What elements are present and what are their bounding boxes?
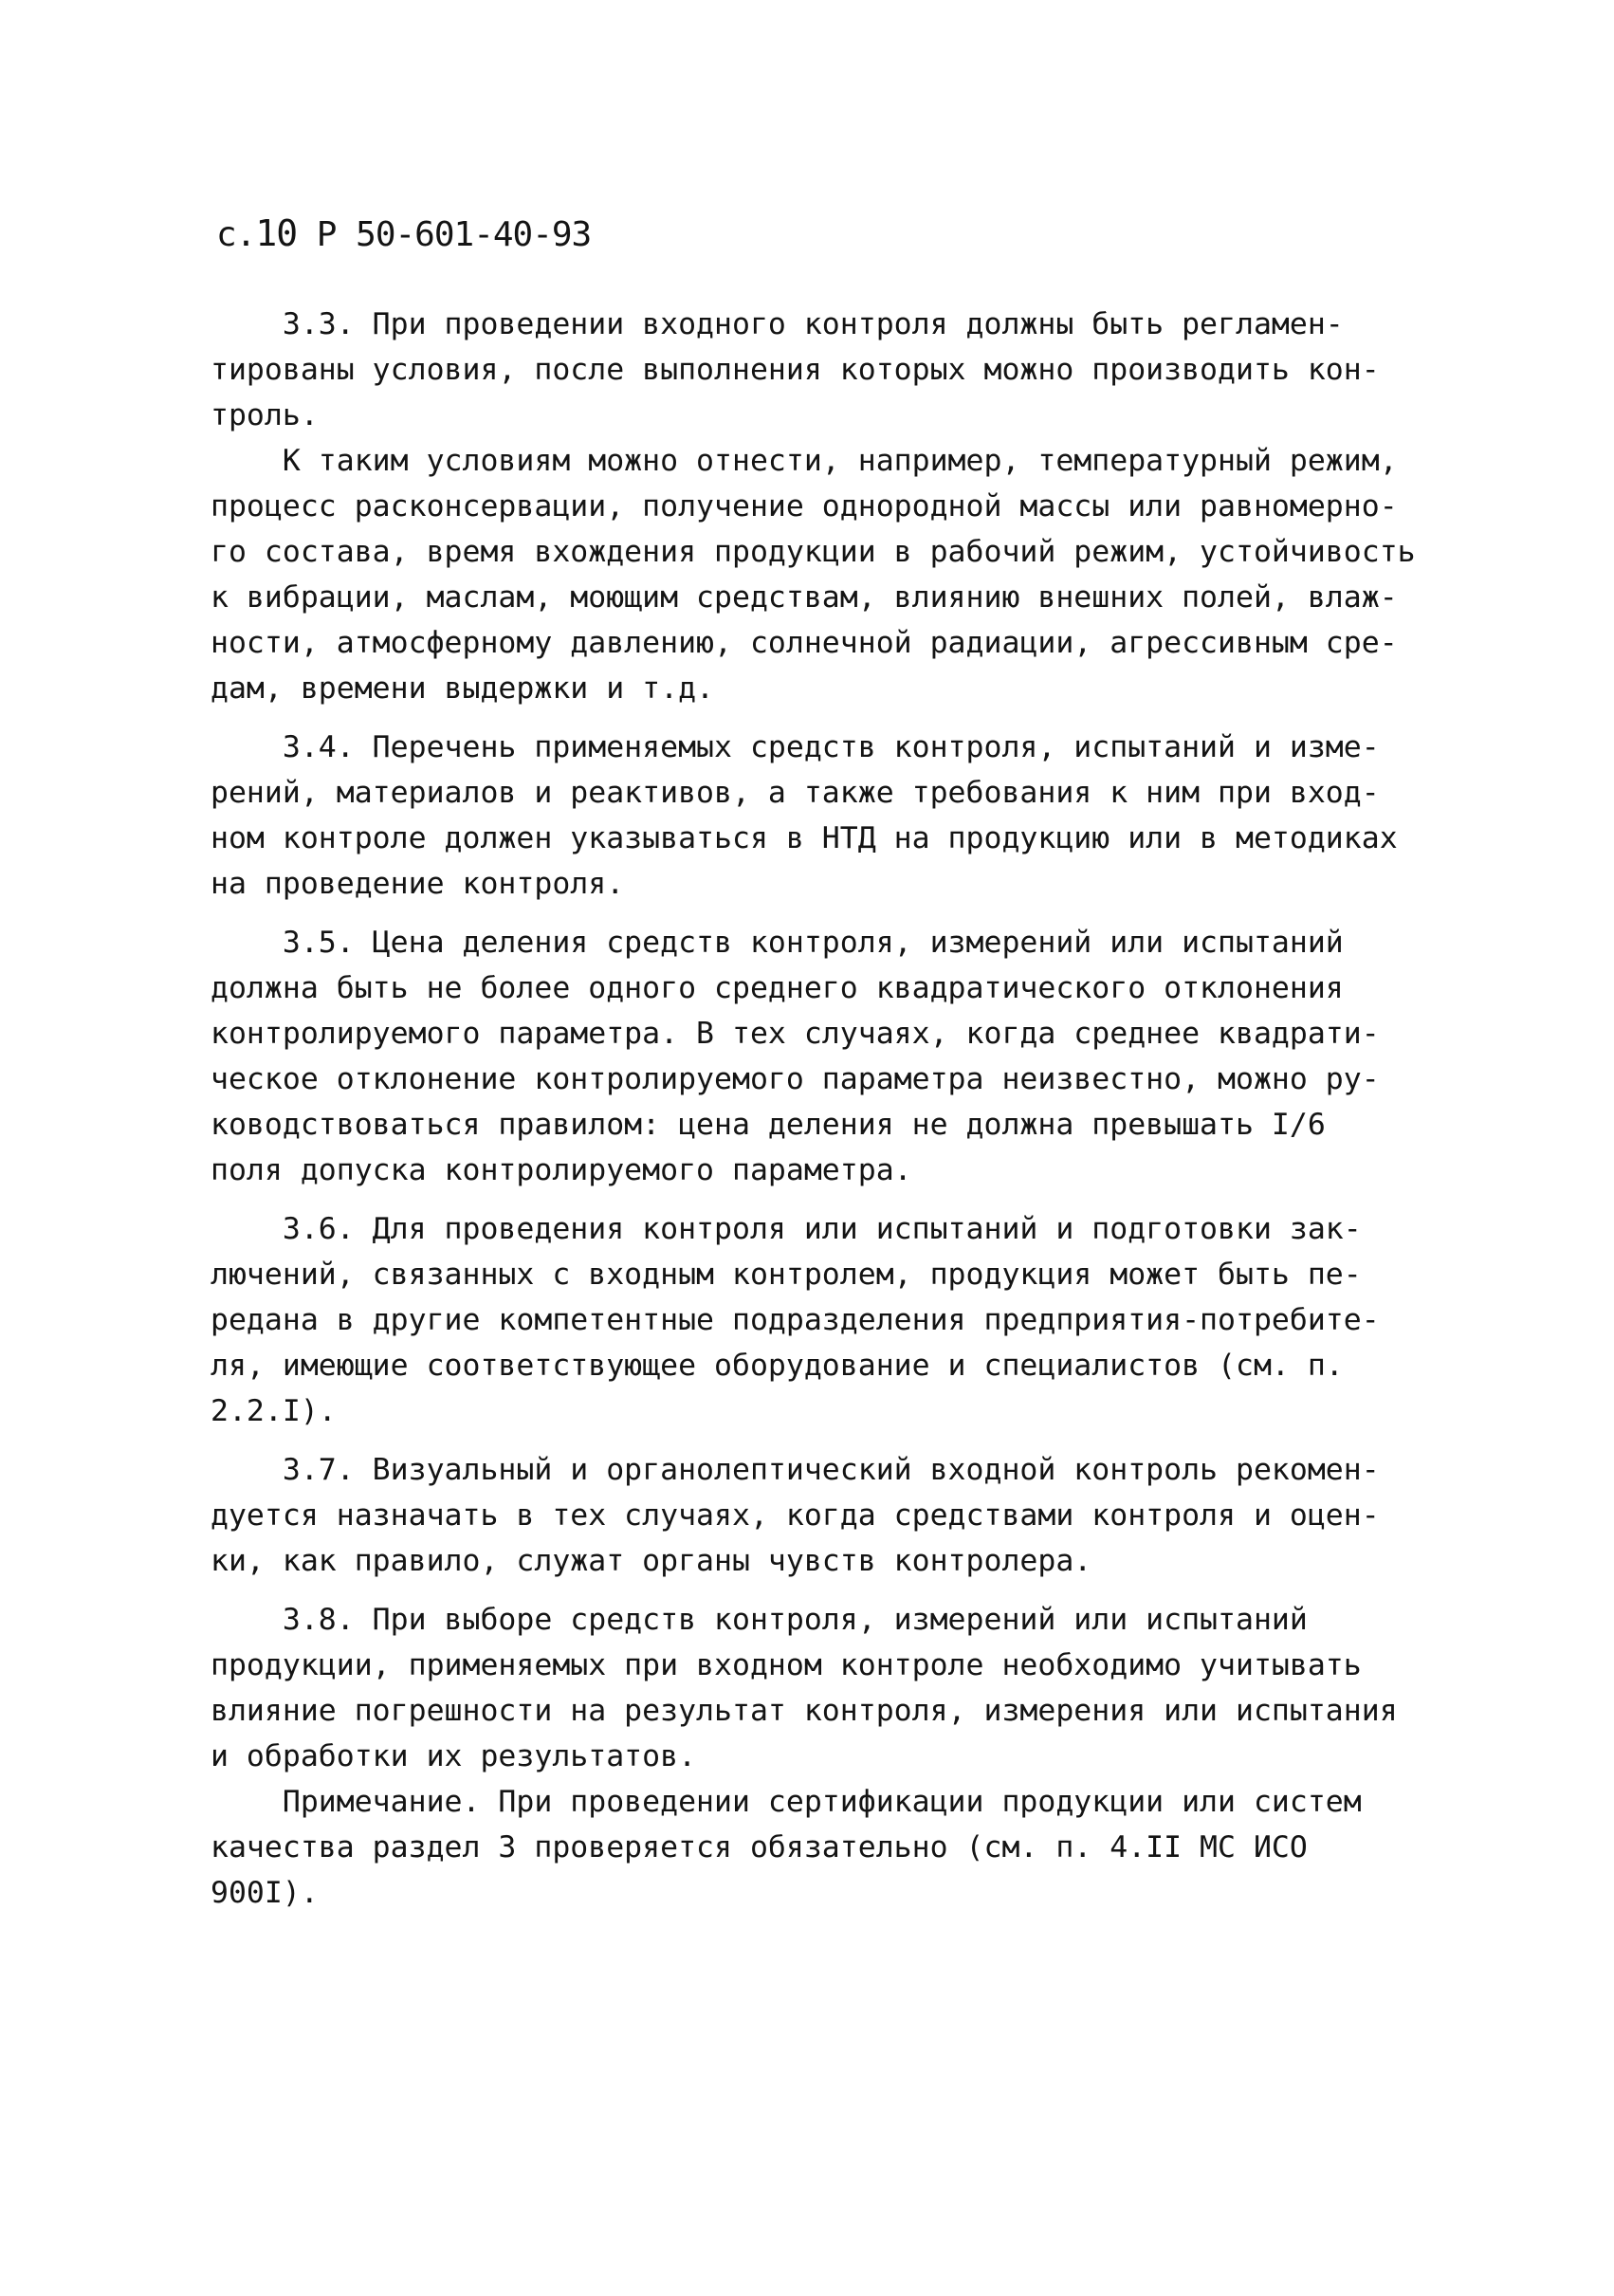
page-number: 10 — [255, 212, 298, 254]
text-line: контролируемого параметра. В тех случаях, когда среднее квадрати- — [211, 1017, 1380, 1051]
paragraph-gap — [211, 1434, 1472, 1447]
text-line: ководствоваться правилом: цена деления не должна превышать I/6 — [211, 1108, 1326, 1142]
text-line: качества раздел 3 проверяется обязательно (см. п. 4.II МС ИСО — [211, 1830, 1308, 1864]
paragraph-3-7 — [211, 1447, 1472, 1584]
paragraph-gap — [211, 1193, 1472, 1206]
paragraph-gap — [211, 907, 1472, 920]
page-prefix: с. — [216, 215, 256, 254]
text-line: лючений, связанных с входным контролем, продукция может быть пе- — [211, 1258, 1362, 1292]
paragraph-3-3-cont — [211, 438, 1472, 711]
text-line: 3.5. Цена деления средств контроля, измерений или испытаний — [211, 926, 1344, 960]
text-line: 3.4. Перечень применяемых средств контроля, испытаний и изме- — [211, 730, 1380, 764]
document-body — [211, 302, 1472, 1916]
text-line: должна быть не более одного среднего квадратического отклонения — [211, 971, 1344, 1005]
standard-designation: Р 50-601-40-93 — [297, 215, 592, 254]
text-line: рений, материалов и реактивов, а также требования к ним при вход- — [211, 776, 1380, 810]
text-line: Примечание. При проведении сертификации продукции или систем — [211, 1785, 1362, 1819]
paragraph-note — [211, 1779, 1472, 1916]
text-line: 3.7. Визуальный и органолептический входной контроль рекомен- — [211, 1453, 1380, 1487]
paragraph-3-3 — [211, 302, 1472, 438]
text-line: 3.6. Для проведения контроля или испытаний и подготовки зак- — [211, 1212, 1362, 1246]
text-line: ля, имеющие соответствующее оборудование и специалистов (см. п. — [211, 1349, 1344, 1383]
text-line: продукции, применяемых при входном контроле необходимо учитывать — [211, 1648, 1362, 1682]
text-line: на проведение контроля. — [211, 867, 625, 901]
text-line: дуется назначать в тех случаях, когда средствами контроля и оцен- — [211, 1498, 1380, 1533]
paragraph-gap — [211, 711, 1472, 725]
text-line: 900I). — [211, 1876, 319, 1910]
text-line: к вибрации, маслам, моющим средствам, влиянию внешних полей, влаж- — [211, 580, 1398, 615]
text-line: го состава, время вхождения продукции в рабочий режим, устойчивость — [211, 535, 1416, 569]
text-line: поля допуска контролируемого параметра. — [211, 1153, 912, 1187]
paragraph-3-6 — [211, 1206, 1472, 1434]
text-line: 3.8. При выборе средств контроля, измерений или испытаний — [211, 1603, 1308, 1637]
text-line: тированы условия, после выполнения которых можно производить кон- — [211, 353, 1380, 387]
paragraph-3-8 — [211, 1597, 1472, 1779]
text-line: ном контроле должен указываться в НТД на продукцию или в методиках — [211, 821, 1398, 855]
text-line: 2.2.I). — [211, 1394, 337, 1428]
paragraph-3-5 — [211, 920, 1472, 1193]
text-line: редана в другие компетентные подразделения предприятия-потребите- — [211, 1303, 1380, 1337]
paragraph-3-4 — [211, 725, 1472, 907]
text-line: ческое отклонение контролируемого параметра неизвестно, можно ру- — [211, 1062, 1380, 1096]
text-line: и обработки их результатов. — [211, 1739, 697, 1773]
text-line: 3.3. При проведении входного контроля должны быть регламен- — [211, 307, 1344, 341]
text-line: влияние погрешности на результат контроля, измерения или испытания — [211, 1694, 1398, 1728]
page-header — [216, 211, 591, 258]
text-line: процесс расконсервации, получение однородной массы или равномерно- — [211, 489, 1398, 523]
text-line: ки, как правило, служат органы чувств контролера. — [211, 1544, 1092, 1578]
text-line: К таким условиям можно отнести, например, температурный режим, — [211, 444, 1398, 478]
text-line: дам, времени выдержки и т.д. — [211, 671, 715, 706]
text-line: троль. — [211, 398, 319, 432]
paragraph-gap — [211, 1584, 1472, 1597]
text-line: ности, атмосферному давлению, солнечной радиации, агрессивным сре- — [211, 626, 1398, 660]
